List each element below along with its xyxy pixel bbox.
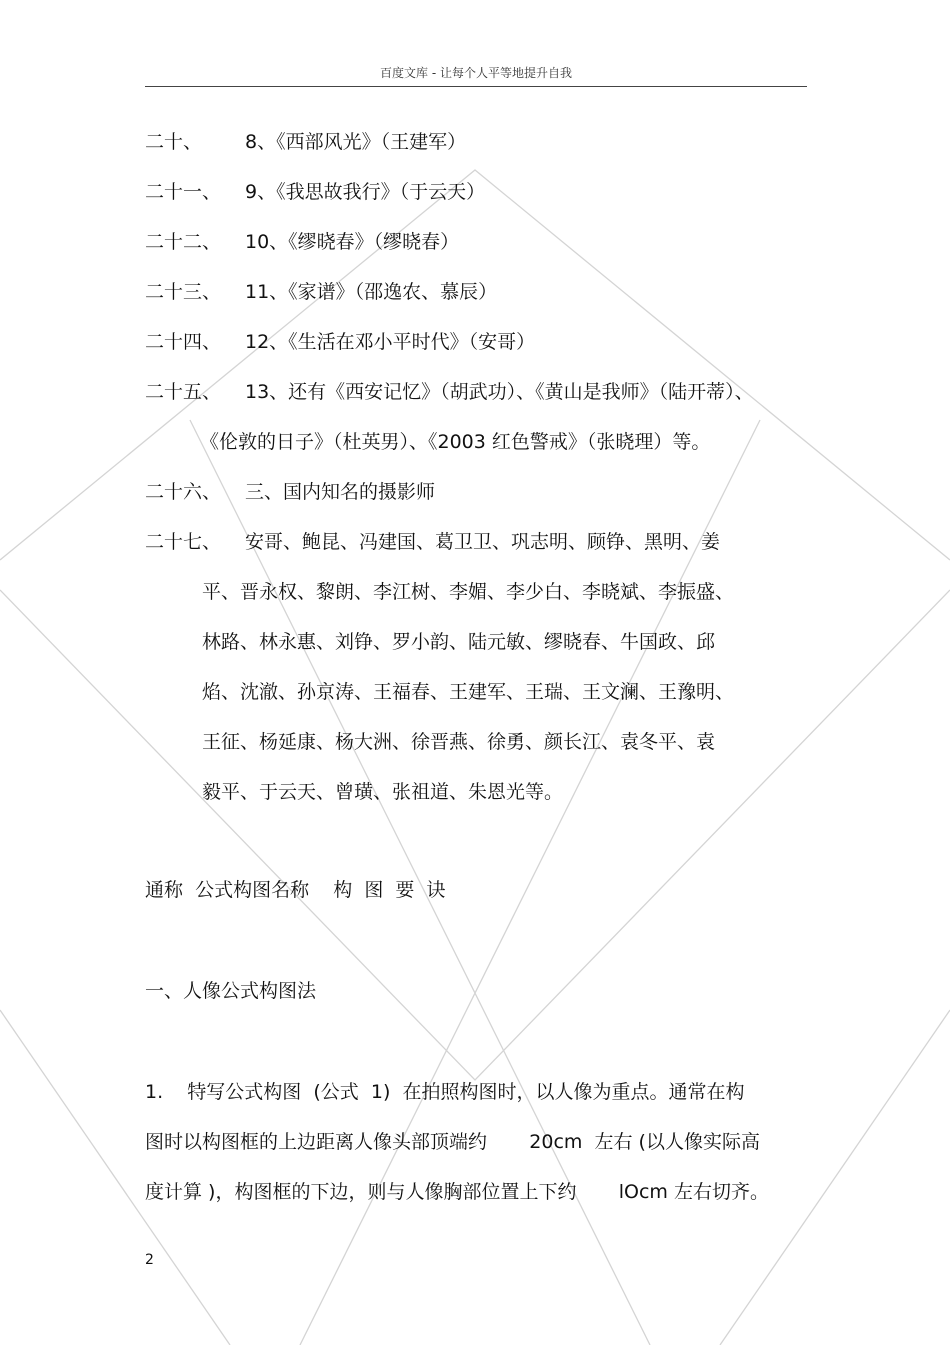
list-item-number: 二十七、: [145, 531, 222, 553]
list-item-text: 13、还有《西安记忆》（胡武功）、《黄山是我师》（陆开蒂）、: [245, 381, 754, 403]
photographer-line: 王征、杨延康、杨大洲、徐晋燕、徐勇、颜长江、袁冬平、袁: [202, 731, 716, 753]
paragraph-line: 度计算 )，构图框的下边，则与人像胸部位置上下约 lOcm 左右切齐。: [145, 1181, 769, 1203]
list-item-number: 二十三、: [145, 281, 222, 303]
list-item-number: 二十四、: [145, 331, 222, 353]
list-item-number: 二十、: [145, 131, 203, 153]
page-header: 百度文库 - 让每个人平等地提升自我: [380, 66, 572, 80]
header-rule: [145, 86, 807, 87]
list-item-number: 二十二、: [145, 231, 222, 253]
photographer-line: 焰、沈澈、孙京涛、王福春、王建军、王瑞、王文澜、王豫明、: [202, 681, 735, 703]
page-number: 2: [145, 1252, 154, 1268]
photographer-line: 毅平、于云天、曾璜、张祖道、朱恩光等。: [202, 781, 564, 803]
list-item-text: 9、《我思故我行》（于云天）: [245, 181, 486, 203]
list-item-text: 12、《生活在邓小平时代》（安哥）: [245, 331, 536, 353]
list-item-number: 二十一、: [145, 181, 222, 203]
list-item-text: 安哥、鲍昆、冯建国、葛卫卫、巩志明、顾铮、黑明、姜: [245, 531, 721, 553]
photographer-line: 平、晋永权、黎朗、李江树、李媚、李少白、李晓斌、李振盛、: [202, 581, 735, 603]
list-item-text: 三、国内知名的摄影师: [245, 481, 436, 503]
list-item-continuation: 《伦敦的日子》（杜英男）、《2003 红色警戒》（张晓理）等。: [200, 431, 711, 453]
list-item-text: 10、《缪晓春》（缪晓春）: [245, 231, 460, 253]
section-title: 一、人像公式构图法: [145, 980, 317, 1002]
list-item-number: 二十六、: [145, 481, 222, 503]
list-item-text: 8、《西部风光》（王建军）: [245, 131, 467, 153]
composition-table-header: 通称 公式构图名称 构 图 要 诀: [145, 879, 446, 901]
list-item-number: 二十五、: [145, 381, 222, 403]
paragraph-line: 1. 特写公式构图 (公式 1) 在拍照构图时，以人像为重点。通常在构: [145, 1081, 745, 1103]
photographer-line: 林路、林永惠、刘铮、罗小韵、陆元敏、缪晓春、牛国政、邱: [202, 631, 716, 653]
list-item-text: 11、《家谱》（邵逸农、慕辰）: [245, 281, 498, 303]
paragraph-line: 图时以构图框的上边距离人像头部顶端约 20cm 左右 (以人像实际高: [145, 1131, 760, 1153]
